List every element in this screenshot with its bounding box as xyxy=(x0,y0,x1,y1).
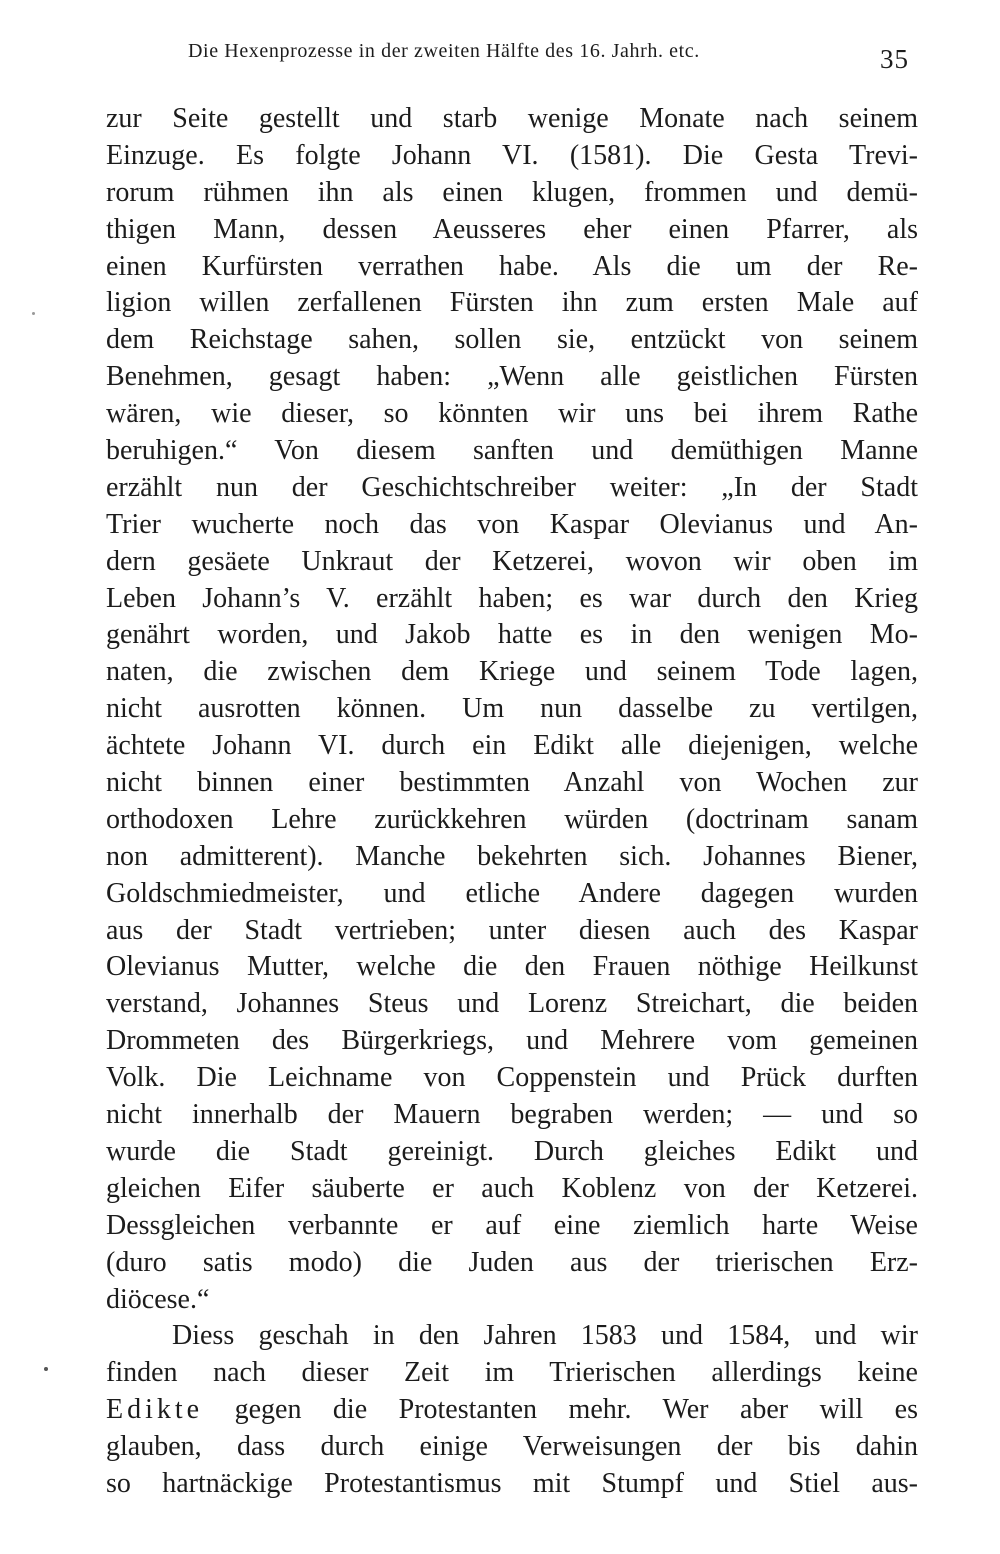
text-line: genährt worden, und Jakob hatte es in den wenigen Mo- xyxy=(106,619,918,651)
text-line: ächtete Johann VI. durch ein Edikt alle diejenigen, welche xyxy=(106,730,918,762)
text-line: Dessgleichen verbannte er auf eine ziemlich harte Weise xyxy=(106,1209,918,1241)
text-line: Leben Johann’s V. erzählt haben; es war durch den Krieg xyxy=(106,582,918,614)
emphasized-word: Edikte xyxy=(106,1394,204,1426)
text-line: glauben, dass durch einige Verweisungen der bis dahin xyxy=(106,1431,918,1463)
paragraph-end-line: diöcese.“ xyxy=(106,1283,210,1315)
text-line: aus der Stadt vertrieben; unter diesen auch des Kaspar xyxy=(106,914,918,946)
text-line: naten, die zwischen dem Kriege und seinem Tode lagen, xyxy=(106,656,918,688)
paragraph-start-line: Diess geschah in den Jahren 1583 und 1584, und wir xyxy=(172,1320,918,1352)
text-line: rorum rühmen ihn als einen klugen, frommen und demü- xyxy=(106,176,918,208)
text-line: wurde die Stadt gereinigt. Durch gleiches Edikt und xyxy=(106,1135,918,1167)
text-segment: gegen die Protestanten mehr. Wer aber will es xyxy=(203,1394,918,1426)
text-line: dem Reichstage sahen, sollen sie, entzückt von seinem xyxy=(106,324,918,356)
text-line: Trier wucherte noch das von Kaspar Olevianus und An- xyxy=(106,508,918,540)
text-line: ligion willen zerfallenen Fürsten ihn zum ersten Male auf xyxy=(106,287,918,319)
text-line: so hartnäckige Protestantismus mit Stumpf und Stiel aus- xyxy=(106,1467,918,1499)
text-line: wären, wie dieser, so könnten wir uns bei ihrem Rathe xyxy=(106,398,918,430)
running-title: Die Hexenprozesse in der zweiten Hälfte des 16. Jahrh. etc. xyxy=(188,40,700,62)
text-line: nicht ausrotten können. Um nun dasselbe zu vertilgen, xyxy=(106,693,918,725)
text-line: Einzuge. Es folgte Johann VI. (1581). Die Gesta Trevi- xyxy=(106,139,918,171)
body-text xyxy=(106,101,918,1503)
text-line: gleichen Eifer säuberte er auch Koblenz von der Ketzerei. xyxy=(106,1172,918,1204)
text-line: nicht innerhalb der Mauern begraben werden; — und so xyxy=(106,1099,918,1131)
text-line: non admitterent). Manche bekehrten sich. Johannes Biener, xyxy=(106,840,918,872)
text-line: Volk. Die Leichname von Coppenstein und Prück durften xyxy=(106,1062,918,1094)
margin-mark xyxy=(44,1367,48,1371)
text-line: erzählt nun der Geschichtschreiber weiter: „In der Stadt xyxy=(106,471,918,503)
text-line: Benehmen, gesagt haben: „Wenn alle geistlichen Fürsten xyxy=(106,361,918,393)
text-line: orthodoxen Lehre zurückkehren würden (doctrinam sanam xyxy=(106,803,918,835)
text-line: zur Seite gestellt und starb wenige Monate nach seinem xyxy=(106,103,918,134)
text-line: thigen Mann, dessen Aeusseres eher einen Pfarrer, als xyxy=(106,213,918,245)
text-line: verstand, Johannes Steus und Lorenz Streichart, die beiden xyxy=(106,988,918,1020)
text-line: einen Kurfürsten verrathen habe. Als die um der Re- xyxy=(106,250,918,282)
text-line: dern gesäete Unkraut der Ketzerei, wovon wir oben im xyxy=(106,545,918,577)
text-line: (duro satis modo) die Juden aus der trierischen Erz- xyxy=(106,1246,918,1278)
text-line: Olevianus Mutter, welche die den Frauen nöthige Heilkunst xyxy=(106,951,918,983)
text-line xyxy=(106,1392,918,1429)
text-line: Drommeten des Bürgerkriegs, und Mehrere vom gemeinen xyxy=(106,1025,918,1057)
text-line: finden nach dieser Zeit im Trierischen allerdings keine xyxy=(106,1357,918,1389)
text-line: beruhigen.“ Von diesem sanften und demüthigen Manne xyxy=(106,435,918,467)
text-line: Goldschmiedmeister, und etliche Andere dagegen wurden xyxy=(106,877,918,909)
page-number: 35 xyxy=(880,44,909,74)
margin-mark xyxy=(32,312,35,315)
text-line: nicht binnen einer bestimmten Anzahl von Wochen zur xyxy=(106,767,918,799)
